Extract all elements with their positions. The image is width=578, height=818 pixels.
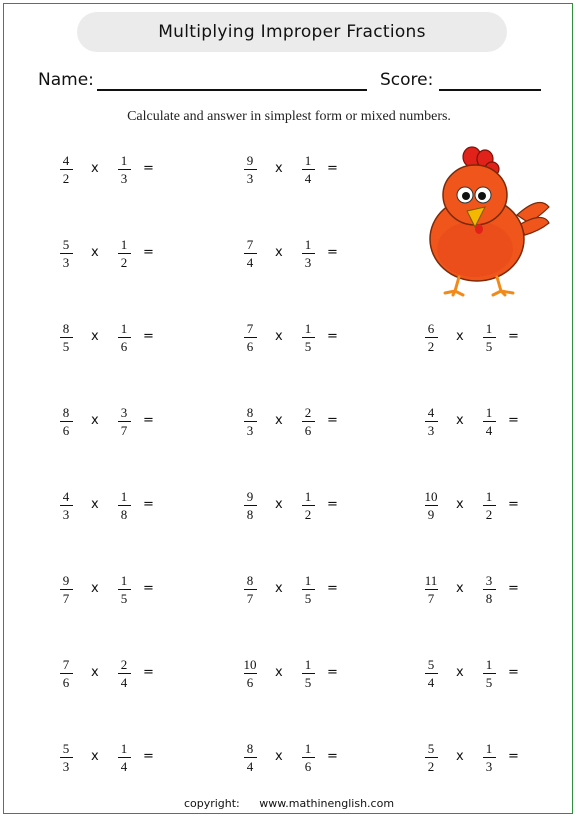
fraction-bar [483,757,496,758]
equals-sign: = [143,581,154,596]
denominator: 8 [120,507,128,522]
denominator: 4 [485,423,493,438]
problem [240,405,350,445]
fraction-right [114,153,134,186]
equals-sign: = [143,329,154,344]
numerator: 2 [120,657,128,672]
denominator: 4 [120,675,128,690]
problem [240,741,350,781]
denominator: 3 [62,255,70,270]
fraction-left [56,153,76,186]
problem [240,237,350,277]
fraction-bar [425,757,438,758]
fraction-bar [302,421,315,422]
numerator: 5 [62,741,70,756]
denominator: 4 [427,675,435,690]
numerator: 8 [62,405,70,420]
fraction-right [114,657,134,690]
denominator: 2 [427,339,435,354]
denominator: 2 [485,507,493,522]
fraction-bar [118,673,131,674]
numerator: 1 [120,741,128,756]
numerator: 1 [120,153,128,168]
fraction-bar [244,589,257,590]
multiply-sign: x [456,329,464,344]
numerator: 1 [485,405,493,420]
instructions: Calculate and answer in simplest form or mixed numbers. [127,109,451,124]
fraction-right [298,321,318,354]
name-field[interactable] [97,89,367,91]
equals-sign: = [508,497,519,512]
multiply-sign: x [91,413,99,428]
fraction-bar [244,337,257,338]
fraction-right [479,489,499,522]
name-score-row [38,70,548,94]
fraction-bar [60,169,73,170]
equals-sign: = [327,413,338,428]
fraction-left [240,405,260,438]
equals-sign: = [508,665,519,680]
problem [421,489,531,529]
numerator: 1 [304,237,312,252]
problem [56,573,166,613]
multiply-sign: x [275,749,283,764]
problem [56,405,166,445]
fraction-bar [60,421,73,422]
numerator: 4 [62,153,70,168]
fraction-right [114,489,134,522]
denominator: 5 [304,675,312,690]
fraction-bar [60,505,73,506]
denominator: 6 [62,675,70,690]
fraction-bar [244,253,257,254]
equals-sign: = [327,665,338,680]
denominator: 3 [427,423,435,438]
denominator: 3 [246,423,254,438]
equals-sign: = [143,749,154,764]
fraction-bar [244,505,257,506]
fraction-right [298,489,318,522]
numerator: 11 [424,573,438,588]
equals-sign: = [327,329,338,344]
fraction-bar [425,589,438,590]
fraction-bar [302,169,315,170]
numerator: 4 [427,405,435,420]
denominator: 5 [485,339,493,354]
fraction-right [114,237,134,270]
equals-sign: = [327,749,338,764]
fraction-bar [302,589,315,590]
numerator: 5 [62,237,70,252]
fraction-bar [302,673,315,674]
problem [240,657,350,697]
problem [240,321,350,361]
fraction-left [421,405,441,438]
fraction-bar [244,757,257,758]
multiply-sign: x [91,329,99,344]
problem [56,741,166,781]
numerator: 1 [120,321,128,336]
denominator: 3 [120,171,128,186]
multiply-sign: x [456,665,464,680]
numerator: 1 [304,153,312,168]
numerator: 5 [427,657,435,672]
denominator: 7 [120,423,128,438]
denominator: 2 [427,759,435,774]
multiply-sign: x [91,161,99,176]
denominator: 8 [485,591,493,606]
multiply-sign: x [275,329,283,344]
problem [240,489,350,529]
score-field[interactable] [439,89,541,91]
fraction-bar [60,337,73,338]
denominator: 6 [62,423,70,438]
numerator: 1 [304,657,312,672]
numerator: 1 [304,489,312,504]
fraction-bar [425,505,438,506]
equals-sign: = [508,329,519,344]
fraction-right [479,321,499,354]
fraction-bar [483,421,496,422]
numerator: 9 [62,573,70,588]
fraction-bar [244,169,257,170]
fraction-right [298,741,318,774]
multiply-sign: x [91,749,99,764]
fraction-bar [302,337,315,338]
numerator: 7 [62,657,70,672]
equals-sign: = [508,749,519,764]
numerator: 9 [246,489,254,504]
multiply-sign: x [456,413,464,428]
fraction-bar [302,757,315,758]
fraction-left [56,741,76,774]
equals-sign: = [143,497,154,512]
fraction-right [298,657,318,690]
numerator: 2 [304,405,312,420]
equals-sign: = [327,245,338,260]
fraction-bar [302,505,315,506]
multiply-sign: x [91,245,99,260]
fraction-left [56,573,76,606]
multiply-sign: x [275,497,283,512]
numerator: 1 [485,489,493,504]
denominator: 3 [62,507,70,522]
fraction-bar [60,757,73,758]
numerator: 1 [485,741,493,756]
fraction-bar [60,589,73,590]
denominator: 4 [246,759,254,774]
equals-sign: = [143,665,154,680]
numerator: 1 [120,573,128,588]
denominator: 4 [120,759,128,774]
fraction-right [114,573,134,606]
fraction-bar [244,421,257,422]
fraction-left [56,657,76,690]
fraction-right [298,237,318,270]
fraction-left [56,489,76,522]
fraction-left [421,657,441,690]
problem [56,321,166,361]
multiply-sign: x [456,749,464,764]
fraction-bar [118,169,131,170]
equals-sign: = [327,581,338,596]
fraction-bar [60,253,73,254]
numerator: 8 [246,405,254,420]
fraction-left [421,573,441,606]
numerator: 3 [485,573,493,588]
footer [0,797,578,810]
numerator: 3 [120,405,128,420]
numerator: 10 [243,657,257,672]
multiply-sign: x [275,413,283,428]
multiply-sign: x [456,497,464,512]
fraction-bar [425,421,438,422]
fraction-left [240,573,260,606]
numerator: 8 [62,321,70,336]
multiply-sign: x [275,161,283,176]
multiply-sign: x [275,245,283,260]
fraction-right [114,321,134,354]
fraction-bar [118,253,131,254]
numerator: 1 [120,489,128,504]
numerator: 8 [246,741,254,756]
denominator: 7 [427,591,435,606]
equals-sign: = [143,161,154,176]
page-title: Multiplying Improper Fractions [158,22,426,42]
fraction-right [479,657,499,690]
numerator: 1 [120,237,128,252]
fraction-bar [483,589,496,590]
name-label: Name: [38,70,94,90]
fraction-left [421,489,441,522]
problem [240,573,350,613]
problem [56,489,166,529]
equals-sign: = [143,413,154,428]
fraction-bar [483,337,496,338]
denominator: 6 [304,759,312,774]
denominator: 4 [304,171,312,186]
problem [421,405,531,445]
numerator: 5 [427,741,435,756]
problem [56,237,166,277]
fraction-right [479,405,499,438]
fraction-left [421,741,441,774]
fraction-bar [244,673,257,674]
site-link[interactable]: www.mathinenglish.com [259,797,395,810]
fraction-bar [118,589,131,590]
denominator: 5 [62,339,70,354]
equals-sign: = [327,497,338,512]
multiply-sign: x [275,581,283,596]
fraction-bar [118,421,131,422]
fraction-bar [118,337,131,338]
problem [240,153,350,193]
denominator: 6 [120,339,128,354]
numerator: 7 [246,237,254,252]
fraction-right [298,573,318,606]
denominator: 3 [304,255,312,270]
numerator: 8 [246,573,254,588]
equals-sign: = [143,245,154,260]
denominator: 6 [304,423,312,438]
denominator: 5 [304,591,312,606]
equals-sign: = [327,161,338,176]
fraction-right [479,573,499,606]
fraction-right [114,741,134,774]
denominator: 3 [62,759,70,774]
fraction-left [240,321,260,354]
denominator: 8 [246,507,254,522]
denominator: 9 [427,507,435,522]
problem [421,741,531,781]
fraction-bar [60,673,73,674]
fraction-bar [425,337,438,338]
fraction-bar [118,505,131,506]
problem [56,153,166,193]
numerator: 10 [424,489,438,504]
multiply-sign: x [91,665,99,680]
fraction-bar [425,673,438,674]
denominator: 3 [485,759,493,774]
fraction-left [240,657,260,690]
multiply-sign: x [456,581,464,596]
fraction-left [56,237,76,270]
denominator: 6 [246,339,254,354]
fraction-bar [483,673,496,674]
fraction-left [240,489,260,522]
chicken-icon [425,145,553,297]
numerator: 1 [304,573,312,588]
fraction-left [240,153,260,186]
fraction-left [421,321,441,354]
denominator: 2 [304,507,312,522]
copyright-label: copyright: [183,797,240,810]
fraction-left [240,237,260,270]
fraction-right [114,405,134,438]
numerator: 4 [62,489,70,504]
denominator: 5 [485,675,493,690]
multiply-sign: x [91,497,99,512]
numerator: 1 [304,741,312,756]
denominator: 7 [246,591,254,606]
numerator: 1 [304,321,312,336]
numerator: 1 [485,321,493,336]
fraction-bar [483,505,496,506]
equals-sign: = [508,581,519,596]
fraction-right [298,405,318,438]
problem [421,657,531,697]
denominator: 5 [120,591,128,606]
problem [421,321,531,361]
denominator: 5 [304,339,312,354]
fraction-right [298,153,318,186]
numerator: 9 [246,153,254,168]
problem [421,573,531,613]
denominator: 3 [246,171,254,186]
denominator: 4 [246,255,254,270]
problem [56,657,166,697]
fraction-bar [118,757,131,758]
score-label: Score: [380,70,434,90]
title-banner [77,12,507,52]
fraction-bar [302,253,315,254]
fraction-left [240,741,260,774]
numerator: 6 [427,321,435,336]
fraction-left [56,321,76,354]
multiply-sign: x [91,581,99,596]
equals-sign: = [508,413,519,428]
fraction-left [56,405,76,438]
multiply-sign: x [275,665,283,680]
fraction-right [479,741,499,774]
numerator: 7 [246,321,254,336]
denominator: 2 [120,255,128,270]
denominator: 7 [62,591,70,606]
denominator: 2 [62,171,70,186]
denominator: 6 [246,675,254,690]
numerator: 1 [485,657,493,672]
